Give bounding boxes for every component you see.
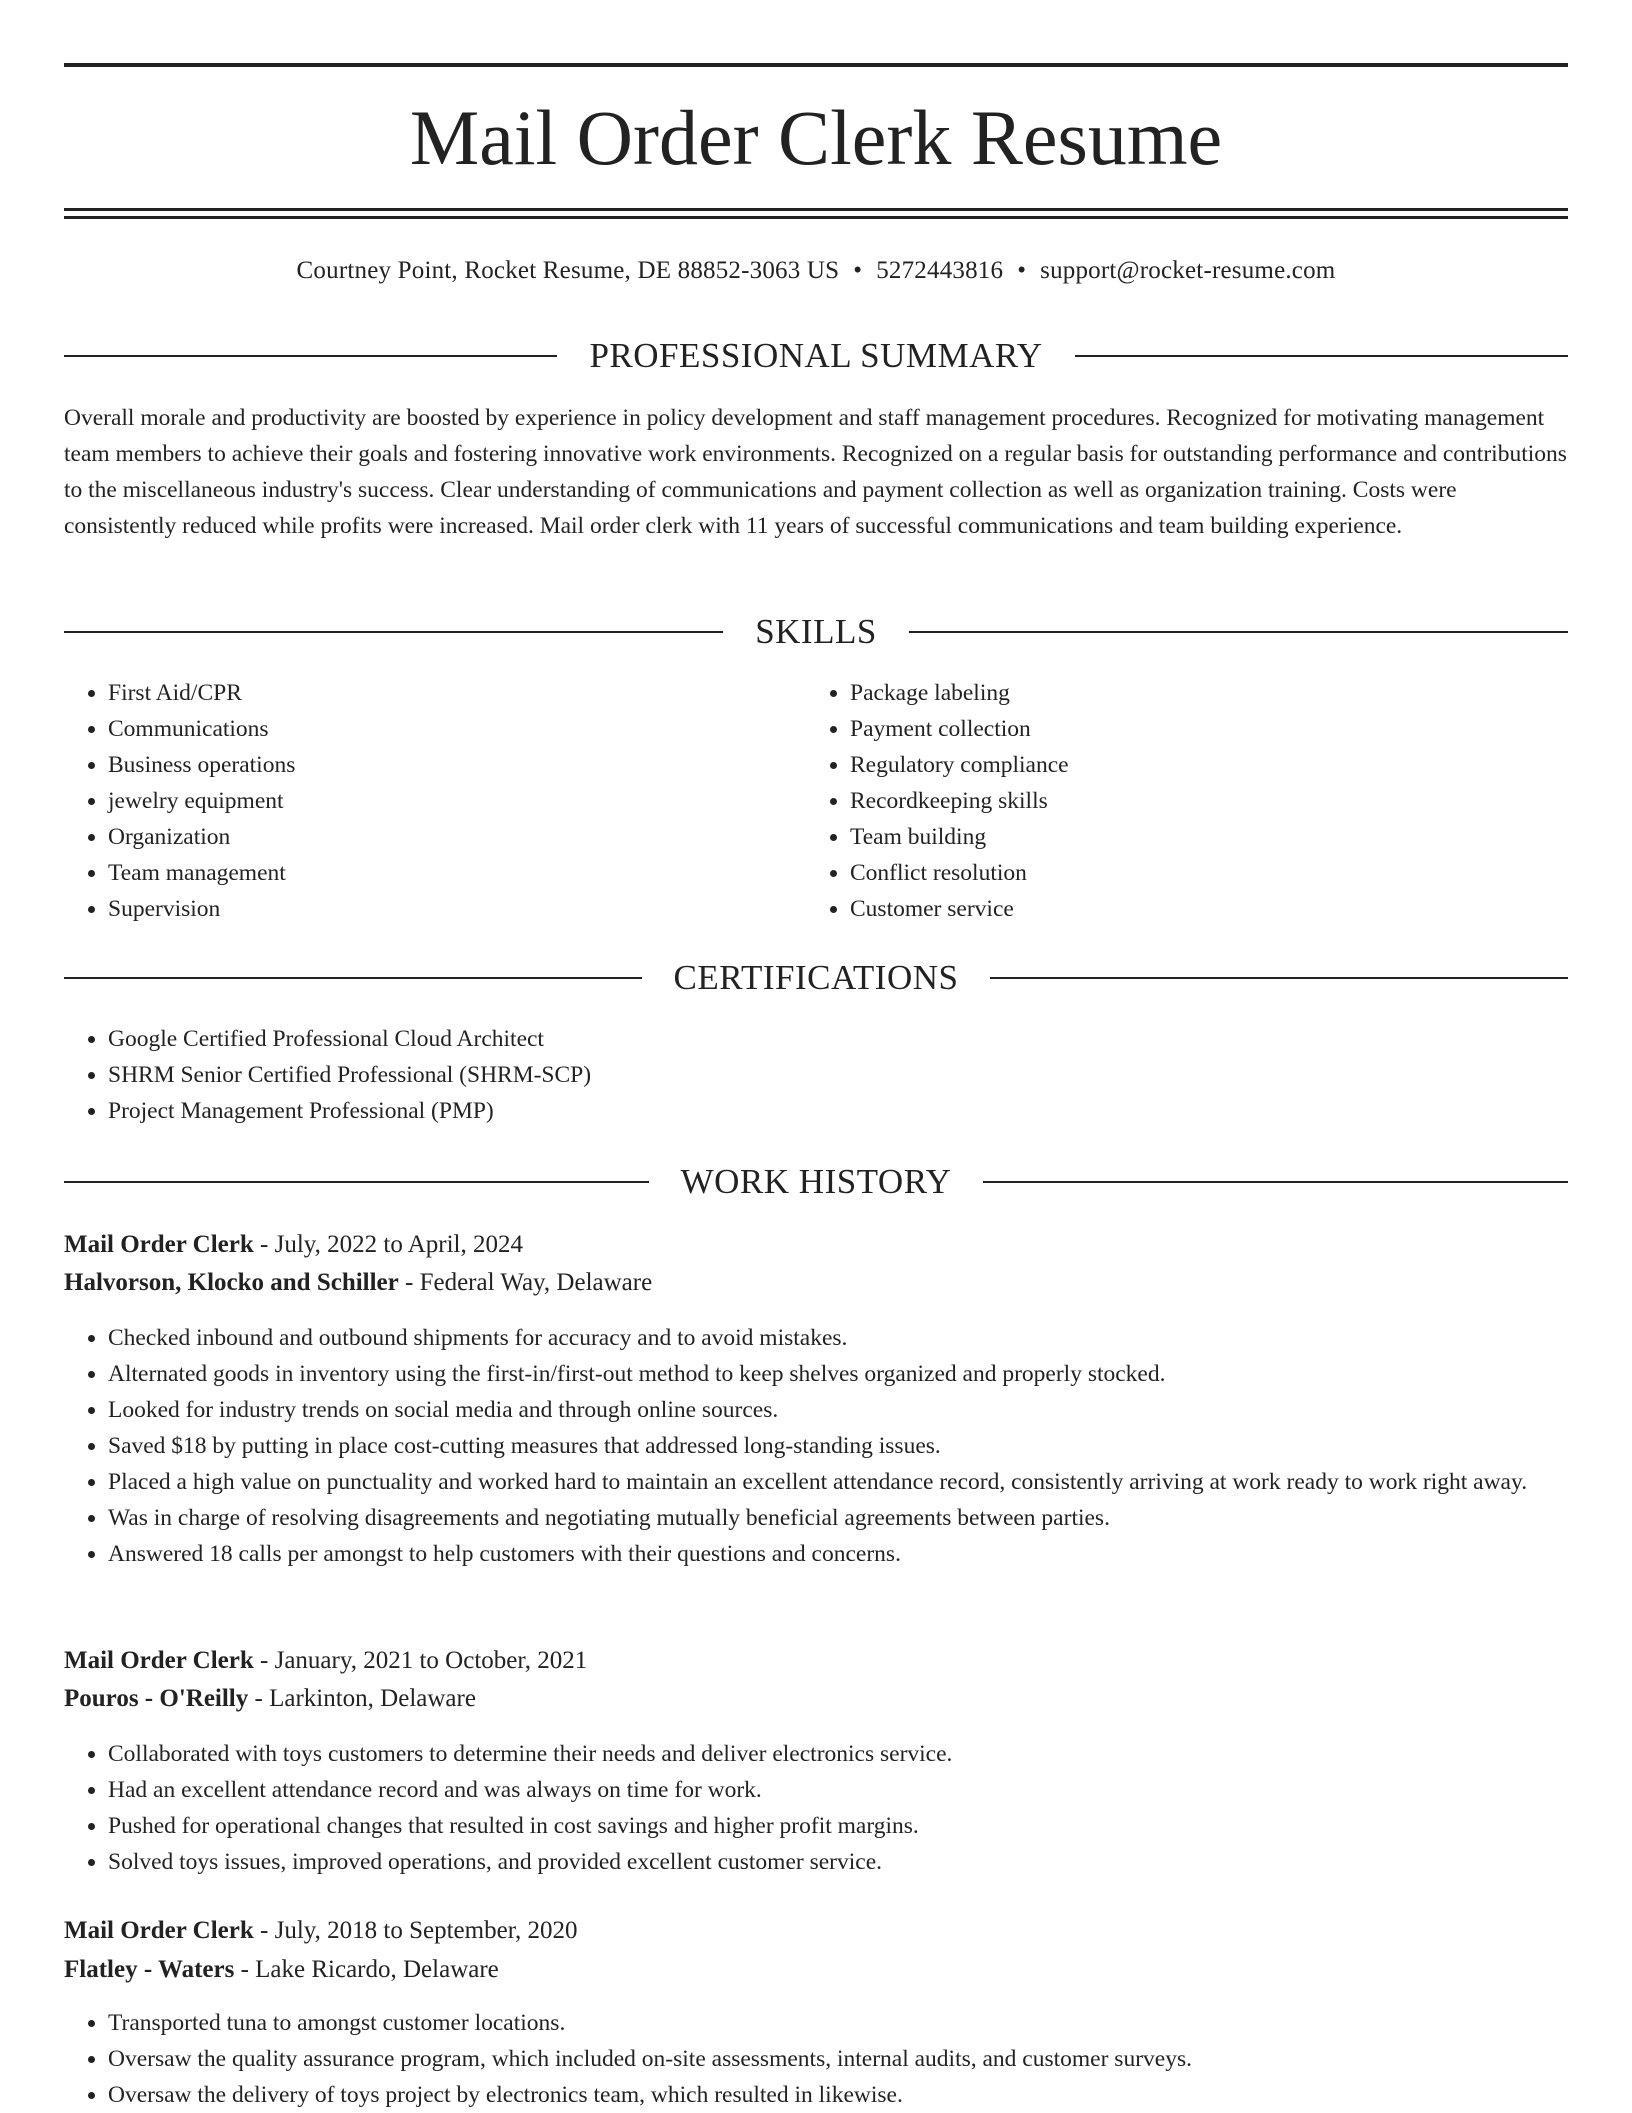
job-title-line xyxy=(64,1643,1568,1679)
job-location: - Federal Way, Delaware xyxy=(398,1269,653,1296)
job-dates: - January, 2021 to October, 2021 xyxy=(253,1647,588,1674)
certifications-list xyxy=(64,1021,1548,1129)
job-bullets xyxy=(64,2005,1568,2113)
job-company-line xyxy=(64,1952,1568,1988)
job-company: Pouros - O'Reilly xyxy=(64,1685,249,1712)
section-header-skills xyxy=(64,610,1568,654)
section-header-summary xyxy=(64,334,1568,378)
skill-item: • Package labeling xyxy=(850,675,1550,711)
skill-item: • Team building xyxy=(850,819,1550,855)
skill-item: • Customer service xyxy=(850,891,1550,927)
job-bullets xyxy=(64,1320,1568,1572)
job-bullet: • Checked inbound and outbound shipments for accuracy and to avoid mistakes. xyxy=(108,1320,1568,1356)
job-bullet: • Solved toys issues, improved operations, and provided excellent customer service. xyxy=(108,1844,1568,1880)
job-title-line xyxy=(64,1913,1568,1949)
contact-line xyxy=(64,254,1568,288)
job-company-line xyxy=(64,1265,1568,1301)
section-rule-left xyxy=(64,355,557,357)
job-title: Mail Order Clerk xyxy=(64,1917,254,1944)
section-title-summary: PROFESSIONAL SUMMARY xyxy=(589,336,1043,375)
section-rule-left xyxy=(64,977,642,979)
skill-item: • Supervision xyxy=(108,891,788,927)
certification-item: • SHRM Senior Certified Professional (SHRM-SCP) xyxy=(108,1057,1548,1093)
skill-item: • Team management xyxy=(108,855,788,891)
section-title-certifications: CERTIFICATIONS xyxy=(673,958,959,997)
skill-item: • Organization xyxy=(108,819,788,855)
section-rule-right xyxy=(1075,355,1568,357)
section-rule-left xyxy=(64,631,723,633)
contact-separator: • xyxy=(853,257,863,284)
job-bullet: • Looked for industry trends on social media and through online sources. xyxy=(108,1392,1568,1428)
job-bullet: • Was in charge of resolving disagreements and negotiating mutually beneficial agreements between parties. xyxy=(108,1500,1568,1536)
contact-phone: 5272443816 xyxy=(876,257,1004,284)
skill-item: • First Aid/CPR xyxy=(108,675,788,711)
job-company-line xyxy=(64,1681,1568,1717)
job-location: - Lake Ricardo, Delaware xyxy=(234,1956,499,1983)
summary-text: Overall morale and productivity are boosted by experience in policy development and staff management procedures. Recognized for motivating management team members to achieve their goals and fostering innovative work environments. Recognized on a regular basis for outstanding performance and contributions to the miscellaneous industry's success. Clear understanding of communications and payment collection as well as organization training. Costs were consistently reduced while profits were increased. Mail order clerk with 11 years of successful communications and team building experience. xyxy=(64,405,1567,539)
job-bullet: • Saved $18 by putting in place cost-cutting measures that addressed long-standing issues. xyxy=(108,1428,1568,1464)
job-bullet: • Pushed for operational changes that resulted in cost savings and higher profit margins. xyxy=(108,1808,1568,1844)
job-location: - Larkinton, Delaware xyxy=(248,1685,476,1712)
job-title: Mail Order Clerk xyxy=(64,1231,254,1258)
skill-item: • Business operations xyxy=(108,747,788,783)
certification-item: • Project Management Professional (PMP) xyxy=(108,1093,1548,1129)
job-title-line xyxy=(64,1227,1568,1263)
job-bullet: • Answered 18 calls per amongst to help customers with their questions and concerns. xyxy=(108,1536,1568,1572)
skills-list-right xyxy=(806,675,1550,927)
resume-title: Mail Order Clerk Resume xyxy=(409,94,1223,181)
skill-item: • Recordkeeping skills xyxy=(850,783,1550,819)
section-title-skills: SKILLS xyxy=(755,612,877,651)
title-rule-upper xyxy=(64,208,1568,211)
job-bullets xyxy=(64,1736,1568,1880)
job-company: Flatley - Waters xyxy=(64,1956,235,1983)
job-bullet: • Collaborated with toys customers to determine their needs and deliver electronics service. xyxy=(108,1736,1568,1772)
skill-item: • Communications xyxy=(108,711,788,747)
job-bullet: • Oversaw the delivery of toys project by electronics team, which resulted in likewise. xyxy=(108,2077,1568,2113)
contact-address: Courtney Point, Rocket Resume, DE 88852-3063 US xyxy=(296,257,840,284)
section-rule-right xyxy=(983,1181,1568,1183)
job-title: Mail Order Clerk xyxy=(64,1647,254,1674)
job-bullet: • Transported tuna to amongst customer locations. xyxy=(108,2005,1568,2041)
job-bullet: • Alternated goods in inventory using the first-in/first-out method to keep shelves organized and properly stocked. xyxy=(108,1356,1568,1392)
contact-separator: • xyxy=(1017,257,1027,284)
job-bullet: • Placed a high value on punctuality and worked hard to maintain an excellent attendance record, consistently arriving at work ready to work right away. xyxy=(108,1464,1568,1500)
section-header-work-history xyxy=(64,1160,1568,1204)
contact-email: support@rocket-resume.com xyxy=(1040,257,1336,284)
job-bullet: • Had an excellent attendance record and was always on time for work. xyxy=(108,1772,1568,1808)
certification-item: • Google Certified Professional Cloud Architect xyxy=(108,1021,1548,1057)
section-title-work-history: WORK HISTORY xyxy=(680,1162,952,1201)
section-rule-right xyxy=(909,631,1568,633)
job-dates: - July, 2018 to September, 2020 xyxy=(253,1917,578,1944)
section-header-certifications xyxy=(64,956,1568,1000)
job-bullet: • Oversaw the quality assurance program, which included on-site assessments, internal audits, and customer surveys. xyxy=(108,2041,1568,2077)
skill-item: • Conflict resolution xyxy=(850,855,1550,891)
job-dates: - July, 2022 to April, 2024 xyxy=(253,1231,523,1258)
section-rule-left xyxy=(64,1181,649,1183)
title-rule-lower xyxy=(64,216,1568,219)
top-rule xyxy=(64,63,1568,67)
skill-item: • jewelry equipment xyxy=(108,783,788,819)
skill-item: • Regulatory compliance xyxy=(850,747,1550,783)
section-rule-right xyxy=(990,977,1568,979)
skill-item: • Payment collection xyxy=(850,711,1550,747)
skills-list-left xyxy=(64,675,788,927)
job-company: Halvorson, Klocko and Schiller xyxy=(64,1269,399,1296)
